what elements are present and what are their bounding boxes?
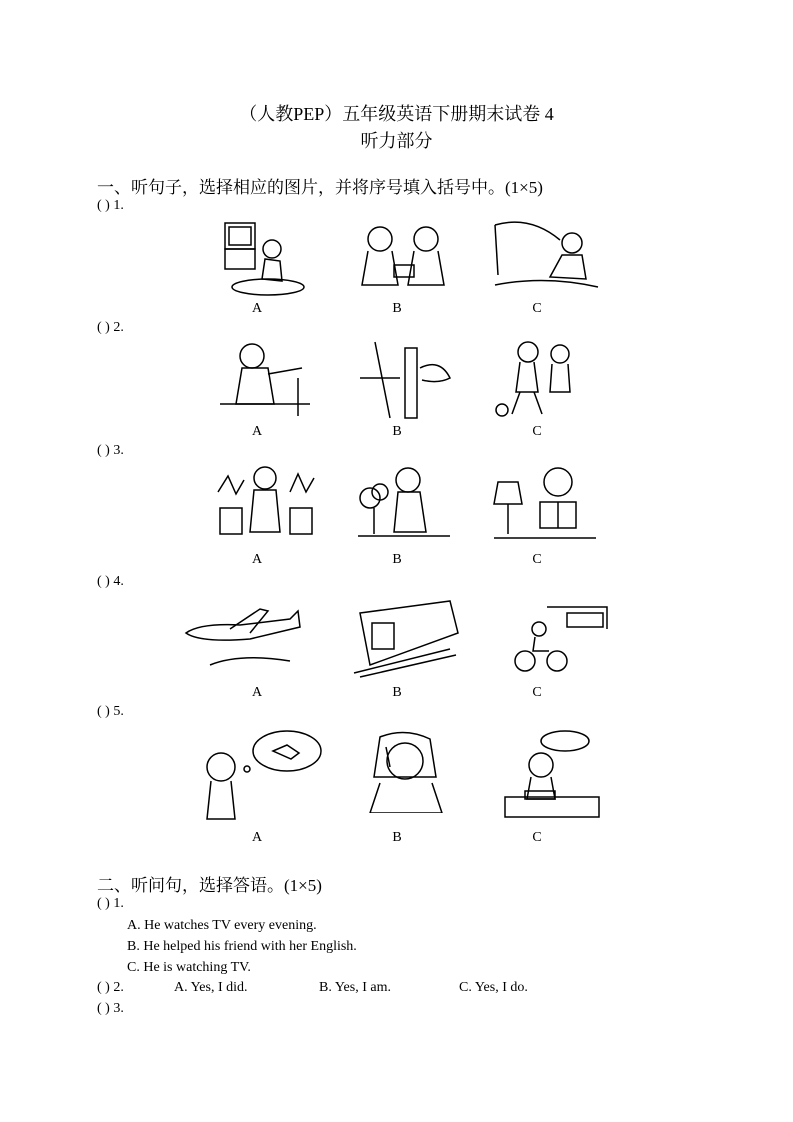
girl-with-headache-icon	[350, 727, 460, 813]
hand-turning-tap-icon	[350, 338, 460, 424]
question-number: ( ) 2.	[97, 320, 124, 335]
option-label-c: C	[532, 685, 542, 700]
option-label-c: C	[532, 424, 542, 439]
answer-option-c: C. He is watching TV.	[127, 960, 251, 975]
section1-heading: 一、听句子，选择相应的图片，并将序号填入括号中。(1×5)	[97, 178, 543, 197]
woman-watering-plants-icon	[210, 462, 320, 548]
option-label-a: A	[251, 301, 263, 316]
girl-thinking-of-dog-icon	[195, 727, 325, 813]
question-number: ( ) 1.	[97, 896, 124, 911]
picture-row	[195, 727, 615, 845]
girl-with-flowers-icon	[350, 462, 460, 548]
question-number: ( ) 4.	[97, 574, 124, 589]
picture-row	[195, 215, 615, 315]
man-fishing-icon	[490, 215, 600, 301]
option-label-c: C	[532, 552, 542, 567]
answer-option-c: C. Yes, I do.	[459, 980, 528, 995]
airplane-icon	[180, 593, 310, 679]
question-number: ( ) 3.	[97, 1001, 124, 1016]
option-label-b: B	[392, 301, 402, 316]
boy-reading-book-icon	[490, 462, 600, 548]
answer-option-a: A. He watches TV every evening.	[127, 918, 317, 933]
question-number: ( ) 3.	[97, 443, 124, 458]
option-label-a: A	[251, 830, 263, 845]
page-subtitle: 听力部分	[360, 131, 433, 151]
option-label-b: B	[392, 552, 402, 567]
option-label-b: B	[392, 830, 402, 845]
boy-riding-bike-icon	[507, 593, 617, 679]
picture-row	[195, 593, 615, 700]
question-number: ( ) 1.	[97, 198, 124, 213]
boy-watching-tv-icon	[210, 215, 320, 301]
option-label-b: B	[392, 424, 402, 439]
picture-row	[195, 462, 615, 567]
page-title: （人教PEP）五年级英语下册期末试卷 4	[239, 104, 554, 124]
option-label-b: B	[392, 685, 402, 700]
question-number: ( ) 2.	[97, 980, 124, 995]
answer-option-a: A. Yes, I did.	[174, 980, 248, 995]
option-label-a: A	[251, 424, 263, 439]
train-icon	[350, 593, 460, 679]
girl-cleaning-window-icon	[210, 338, 320, 424]
option-label-c: C	[532, 301, 542, 316]
answer-option-b: B. He helped his friend with her English.	[127, 939, 357, 954]
answer-option-b: B. Yes, I am.	[319, 980, 391, 995]
option-label-a: A	[251, 685, 263, 700]
picture-row	[195, 338, 615, 438]
question-number: ( ) 5.	[97, 704, 124, 719]
kids-playing-chess-icon	[350, 215, 460, 301]
option-label-c: C	[532, 830, 542, 845]
boys-playing-football-icon	[490, 338, 600, 424]
boy-counting-icon	[495, 727, 605, 813]
option-label-a: A	[251, 552, 263, 567]
section2-heading: 二、听问句，选择答语。(1×5)	[97, 876, 322, 895]
